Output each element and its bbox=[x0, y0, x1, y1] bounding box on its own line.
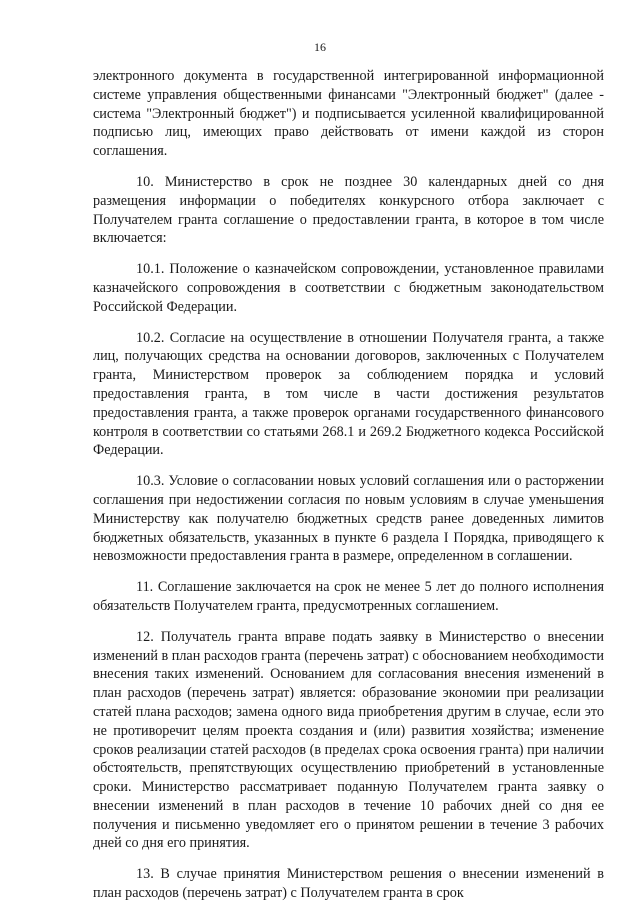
paragraph-item-10: 10. Министерство в срок не позднее 30 календарных дней со дня размещения информации о победителях конкурсного отбора заключает с Получателем гранта соглашение о предоставлении гранта, в которое в том числе включается: bbox=[93, 173, 604, 247]
document-body bbox=[93, 67, 604, 903]
paragraph-continuation: электронного документа в государственной интегрированной информационной системе управления общественными финансами "Электронный бюджет" (далее - система "Электронный бюджет") и подписывается усиленной квалифицированной подписью лиц, имеющих право действовать от имени каждой из сторон соглашения. bbox=[93, 68, 604, 160]
paragraph-item-10-2: 10.2. Согласие на осуществление в отношении Получателя гранта, а также лиц, получающих средства на основании договоров, заключенных с Получателем гранта, Министерством проверок за соблюдением порядка и условий предоставления гранта, в том числе в части достижения результатов предоставления гранта, а также проверок органами государственного финансового контроля в соответствии со статьями 268.1 и 269.2 Бюджетного кодекса Российской Федерации. bbox=[93, 329, 604, 459]
paragraph-item-10-3: 10.3. Условие о согласовании новых условий соглашения или о расторжении соглашения при недостижении согласия по новым условиям в случае уменьшения Министерству как получателю бюджетных средств ранее доведенных лимитов бюджетных обязательств, указанных в пункте 6 раздела I Порядка, приводящего к невозможности предоставления гранта в размере, определенном в соглашении. bbox=[93, 473, 604, 565]
paragraph-item-11: 11. Соглашение заключается на срок не менее 5 лет до полного исполнения обязательств Получателем гранта, предусмотренных соглашением. bbox=[93, 579, 604, 614]
page-number: 16 bbox=[314, 40, 326, 54]
paragraph-item-10-1: 10.1. Положение о казначейском сопровождении, установленное правилами казначейского сопровождения в соответствии с бюджетным законодательством Российской Федерации. bbox=[93, 261, 604, 315]
paragraph-item-13: 13. В случае принятия Министерством решения о внесении изменений в план расходов (перечень затрат) с Получателем гранта в срок bbox=[93, 866, 604, 902]
paragraph-item-12: 12. Получатель гранта вправе подать заявку в Министерство о внесении изменений в план расходов гранта (перечень затрат) с обоснованием необходимости внесения таких изменений. Основанием для согласования внесения изменений в план расходов (перечень затрат) является: образование экономии при реализации статей плана расходов; замена одного вида приобретения другим в случае, если это не противоречит целям проекта создания и (или) развития хозяйства; изменение сроков реализации статей расходов (в пределах срока освоения гранта) при наличии обстоятельств, препятствующих осуществлению приобретений в установленные сроки. Министерство рассматривает поданную Получателем гранта заявку о внесении изменений в план расходов в течение 10 рабочих дней со дня ее получения и письменно уведомляет его о принятом решении в течение 3 рабочих дней со дня его принятия. bbox=[93, 628, 604, 852]
